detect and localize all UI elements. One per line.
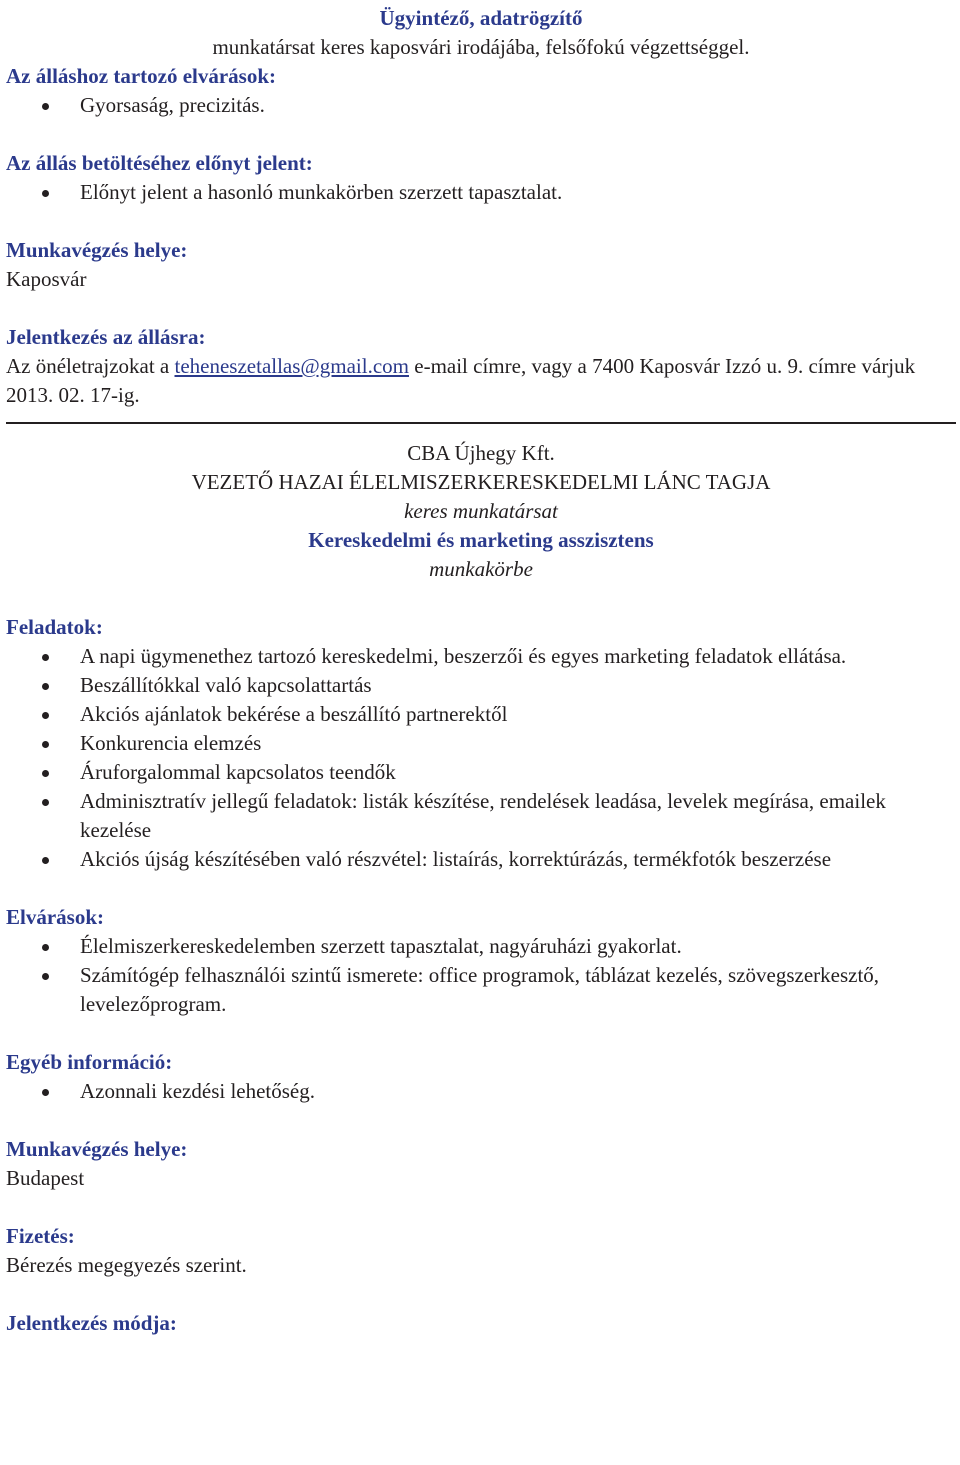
apply-prefix: Az önéletrajzokat a	[6, 354, 170, 378]
job2-tasks-heading: Feladatok:	[6, 615, 103, 639]
job2-expect-list	[6, 932, 956, 1019]
job1-advantage-list	[6, 178, 956, 207]
list-item: Beszállítókkal való kapcsolattartás	[6, 671, 940, 700]
section-divider	[6, 422, 956, 424]
list-item: Adminisztratív jellegű feladatok: listák készítése, rendelések leadása, levelek megírása, emailek kezelése	[6, 787, 940, 845]
list-item: A napi ügymenethez tartozó kereskedelmi, beszerzői és egyes marketing feladatok ellátása.	[6, 642, 940, 671]
list-item: Élelmiszerkereskedelemben szerzett tapasztalat, nagyáruházi gyakorlat.	[6, 932, 940, 961]
job2-apply-heading: Jelentkezés módja:	[6, 1311, 177, 1335]
job2-location-heading: Munkavégzés helye:	[6, 1137, 188, 1161]
list-item: Számítógép felhasználói szintű ismerete: office programok, táblázat kezelés, szövegszerkesztő, levelezőprogram.	[6, 961, 940, 1019]
job1-requirements-list	[6, 91, 956, 120]
list-item: Azonnali kezdési lehetőség.	[6, 1077, 940, 1106]
job1-apply-text	[6, 352, 946, 410]
job2-other-heading: Egyéb információ:	[6, 1050, 173, 1074]
job2-role-suffix: munkakörbe	[429, 557, 533, 581]
list-item: Akciós újság készítésében való részvétel: listaírás, korrektúrázás, termékfotók beszerzése	[6, 845, 940, 874]
list-item: Gyorsaság, precizitás.	[6, 91, 940, 120]
list-item: Konkurencia elemzés	[6, 729, 940, 758]
job1-location: Kaposvár	[6, 267, 87, 291]
list-item: Akciós ajánlatok bekérése a beszállító partnerektől	[6, 700, 940, 729]
job2-company: CBA Újhegy Kft.	[407, 441, 555, 465]
job2-salary-heading: Fizetés:	[6, 1224, 75, 1248]
job1-title: Ügyintéző, adatrögzítő	[379, 6, 583, 30]
document-page	[6, 4, 956, 1338]
job2-position: Kereskedelmi és marketing asszisztens	[308, 528, 654, 552]
job2-expect-heading: Elvárások:	[6, 905, 105, 929]
job2-other-list	[6, 1077, 956, 1106]
job2-salary: Bérezés megegyezés szerint.	[6, 1253, 247, 1277]
job2-seeks: keres munkatársat	[404, 499, 558, 523]
job1-advantage-heading: Az állás betöltéséhez előnyt jelent:	[6, 151, 313, 175]
job1-requirements-heading: Az álláshoz tartozó elvárások:	[6, 64, 277, 88]
list-item: Áruforgalommal kapcsolatos teendők	[6, 758, 940, 787]
list-item: Előnyt jelent a hasonló munkakörben szerzett tapasztalat.	[6, 178, 940, 207]
job2-tasks-list	[6, 642, 956, 874]
job1-location-heading: Munkavégzés helye:	[6, 238, 188, 262]
apply-suffix: e-mail címre, vagy a 7400 Kaposvár Izzó u. 9. címre várjuk 2013. 02. 17-ig.	[6, 354, 916, 407]
email-link[interactable]: teheneszetallas@gmail.com	[174, 354, 409, 378]
job2-location: Budapest	[6, 1166, 85, 1190]
job2-tagline: VEZETŐ HAZAI ÉLELMISZERKERESKEDELMI LÁNC TAGJA	[191, 470, 771, 494]
job1-subtitle: munkatársat keres kaposvári irodájába, felsőfokú végzettséggel.	[212, 35, 750, 59]
job1-apply-heading: Jelentkezés az állásra:	[6, 325, 206, 349]
